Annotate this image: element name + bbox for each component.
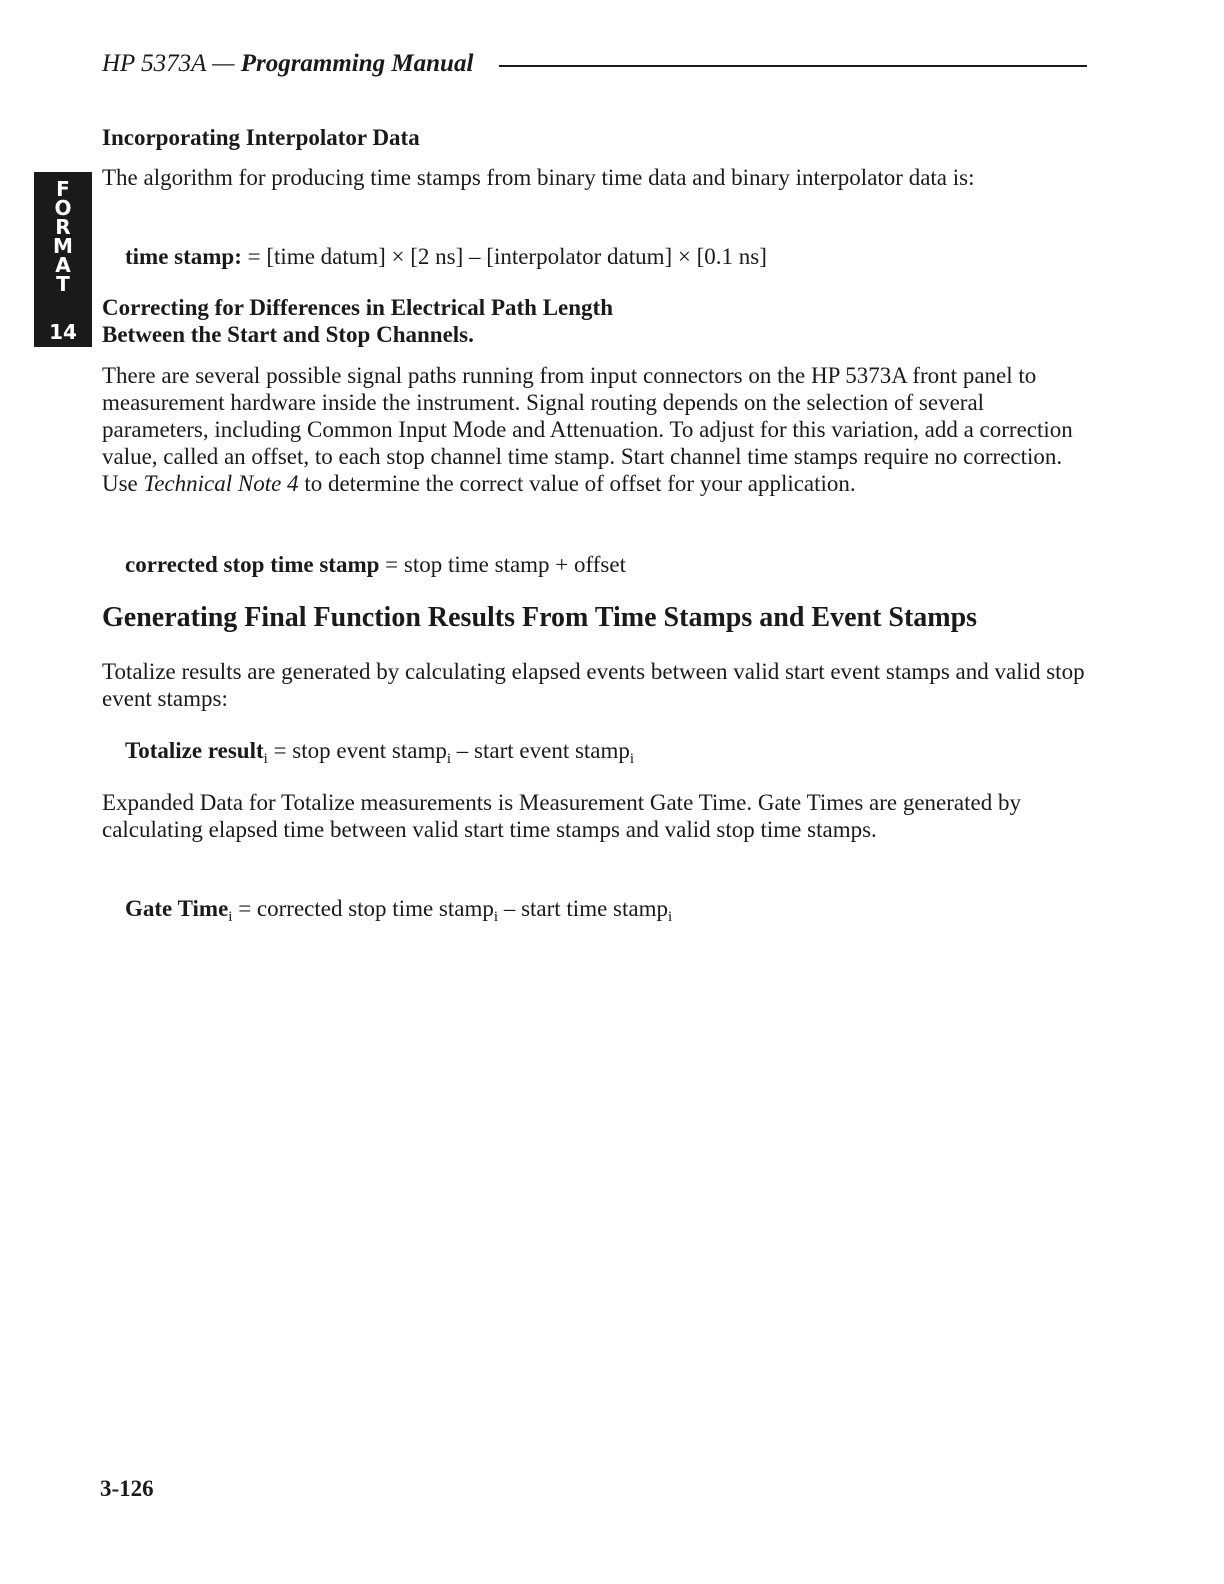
- heading-final-results: Generating Final Function Results From Time Stamps and Event Stamps: [102, 602, 978, 633]
- subscript: i: [263, 751, 268, 767]
- formula-label: Gate Time: [125, 896, 229, 921]
- formula-time-stamp: [125, 243, 767, 270]
- header-doc: HP 5373A: [102, 50, 206, 77]
- header-manual-title: Programming Manual: [240, 50, 474, 77]
- subscript: i: [228, 909, 233, 925]
- formula-expression: = stop event stamp: [267, 738, 447, 763]
- tab-letters: [34, 177, 92, 296]
- formula-expression: = [time datum] × [2 ns] – [interpolator datum] × [0.1 ns]: [241, 244, 767, 269]
- formula-label: Totalize result: [125, 738, 264, 763]
- tab-letter: M: [53, 234, 73, 258]
- paragraph-text: to determine the correct value of offset for your application.: [298, 471, 856, 496]
- formula-expression: = stop time stamp + offset: [379, 552, 626, 577]
- paragraph-path-length: [102, 362, 1087, 497]
- paragraph-interpolator: The algorithm for producing time stamps from binary time data and binary interpolator data is:: [102, 165, 975, 190]
- header-separator: —: [205, 50, 241, 77]
- heading-path-length-line1: Correcting for Differences in Electrical Path Length: [102, 295, 613, 320]
- technical-note-reference: Technical Note 4: [143, 471, 299, 496]
- formula-gate-time: [125, 895, 673, 925]
- formula-label: time stamp:: [125, 244, 242, 269]
- heading-path-length-line2: Between the Start and Stop Channels.: [102, 322, 474, 347]
- subscript: i: [493, 909, 499, 925]
- header-title: [102, 50, 473, 78]
- subscript: i: [629, 751, 635, 767]
- formula-totalize: [125, 737, 635, 767]
- tab-letter: T: [56, 272, 70, 296]
- formula-expression: = corrected stop time stamp: [232, 896, 494, 921]
- formula-corrected-stop: [125, 551, 626, 578]
- header-rule: [499, 65, 1087, 67]
- tab-letter: R: [55, 215, 71, 239]
- subscript: i: [667, 909, 673, 925]
- tab-letter: F: [56, 177, 70, 201]
- page-header: [102, 50, 1087, 78]
- formula-expression: – start event stamp: [451, 738, 630, 763]
- formula-expression: – start time stamp: [498, 896, 668, 921]
- subscript: i: [446, 751, 452, 767]
- tab-number: 14: [49, 320, 77, 344]
- formula-label: corrected stop time stamp: [125, 552, 380, 577]
- heading-interpolator: Incorporating Interpolator Data: [102, 125, 420, 150]
- paragraph-totalize: Totalize results are generated by calculating elapsed events between valid start event stamps and valid stop event stamps:: [102, 659, 1085, 711]
- paragraph-gate-time: Expanded Data for Totalize measurements is Measurement Gate Time. Gate Times are generated by calculating elapsed time between valid start time stamps and valid stop time stamps.: [102, 790, 1021, 842]
- page-number: 3-126: [100, 1476, 154, 1501]
- tab-letter: O: [54, 196, 72, 220]
- paragraph-text: There are several possible signal paths running from input connectors on the HP 5373A front panel to measurement hardware inside the instrument. Signal routing depends on the selection of several parameters, including Common Input Mode and Attenuation. To adjust for this variation, add a correction value, called an offset, to each stop channel time stamp. Start channel time stamps require no correction. Use: [102, 363, 1073, 496]
- section-tab: [34, 172, 92, 347]
- tab-letter: A: [55, 253, 71, 277]
